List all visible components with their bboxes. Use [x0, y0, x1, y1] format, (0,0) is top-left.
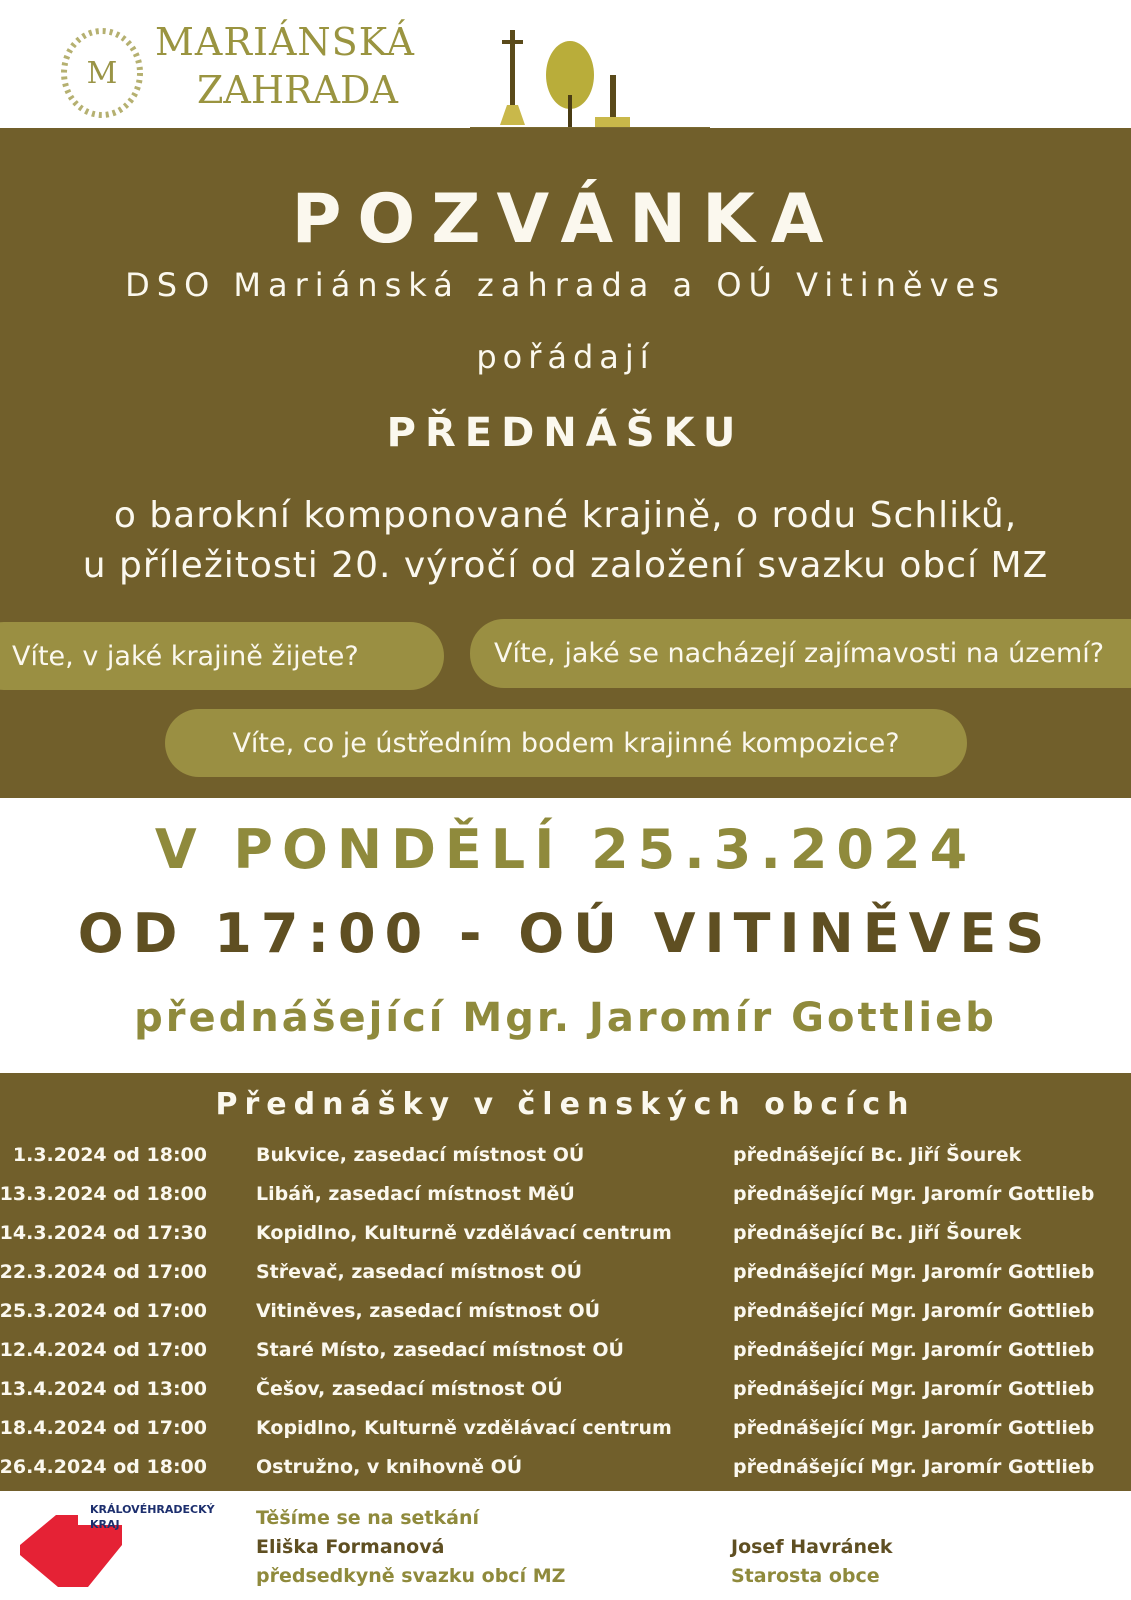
row-lecturer: přednášející Bc. Jiří Šourek [733, 1144, 1022, 1166]
row-place: Staré Místo, zasedací místnost OÚ [256, 1339, 624, 1361]
logo-title-line2: ZAHRADA [197, 68, 398, 112]
schedule-heading: Přednášky v členských obcích [215, 1087, 916, 1122]
signer2-name: Josef Havránek [731, 1536, 893, 1558]
region-logo-text-1: KRÁLOVÉHRADECKÝ [90, 1503, 215, 1516]
question-text: Víte, co je ústředním bodem krajinné kompozice? [232, 727, 900, 759]
region-logo-text-2: KRAJ [90, 1518, 120, 1531]
row-date: 13.4.2024 od 13:00 [0, 1378, 207, 1400]
question-text: Víte, v jaké krajině žijete? [12, 640, 359, 672]
schedule-row [0, 1300, 1131, 1339]
row-place: Ostružno, v knihovně OÚ [256, 1456, 523, 1478]
schedule-row [0, 1417, 1131, 1456]
topic-line-2: u příležitosti 20. výročí od založení svazku obcí MZ [82, 545, 1049, 586]
row-place: Vitiněves, zasedací místnost OÚ [256, 1300, 601, 1322]
row-lecturer: přednášející Mgr. Jaromír Gottlieb [733, 1378, 1095, 1400]
event-time-place: OD 17:00 - OÚ VITINĚVES [77, 902, 1054, 965]
invitation-title: POZVÁNKA [291, 180, 840, 259]
row-lecturer: přednášející Mgr. Jaromír Gottlieb [733, 1339, 1095, 1361]
event-lecturer: přednášející Mgr. Jaromír Gottlieb [134, 995, 997, 1041]
row-date: 12.4.2024 od 17:00 [0, 1339, 207, 1361]
schedule-row [0, 1378, 1131, 1417]
event-date: V PONDĚLÍ 25.3.2024 [154, 818, 977, 881]
row-place: Bukvice, zasedací místnost OÚ [256, 1144, 585, 1166]
row-date: 22.3.2024 od 17:00 [0, 1261, 207, 1283]
question-pill-attractions [470, 619, 1131, 688]
question-pill-composition [165, 709, 967, 777]
question-text: Víte, jaké se nacházejí zajímavosti na území? [494, 638, 1105, 669]
row-lecturer: přednášející Mgr. Jaromír Gottlieb [733, 1300, 1095, 1322]
organize-verb: pořádají [476, 338, 655, 376]
schedule-row [0, 1183, 1131, 1222]
schedule-row [0, 1144, 1131, 1183]
row-place: Kopidlno, Kulturně vzdělávací centrum [256, 1222, 672, 1244]
organizers-text: DSO Mariánská zahrada a OÚ Vitiněves [125, 266, 1006, 304]
event-type: PŘEDNÁŠKU [386, 410, 745, 456]
row-lecturer: přednášející Mgr. Jaromír Gottlieb [733, 1261, 1095, 1283]
schedule-row [0, 1456, 1131, 1495]
row-date: 1.3.2024 od 18:00 [12, 1144, 207, 1166]
row-place: Libáň, zasedací místnost MěÚ [256, 1183, 575, 1205]
row-lecturer: přednášející Bc. Jiří Šourek [733, 1222, 1022, 1244]
marianska-zahrada-logo [55, 20, 415, 125]
signer2-role: Starosta obce [731, 1565, 880, 1587]
row-lecturer: přednášející Mgr. Jaromír Gottlieb [733, 1417, 1095, 1439]
wreath-emblem-icon [55, 25, 150, 120]
schedule-row [0, 1222, 1131, 1261]
logo-title-line1: MARIÁNSKÁ [155, 20, 415, 64]
schedule-row [0, 1339, 1131, 1378]
svg-text:M: M [86, 56, 118, 91]
row-lecturer: přednášející Mgr. Jaromír Gottlieb [733, 1183, 1095, 1205]
greeting: Těšíme se na setkání [256, 1507, 479, 1529]
row-place: Češov, zasedací místnost OÚ [256, 1378, 563, 1400]
row-place: Střevač, zasedací místnost OÚ [256, 1261, 583, 1283]
row-place: Kopidlno, Kulturně vzdělávací centrum [256, 1417, 672, 1439]
row-lecturer: přednášející Mgr. Jaromír Gottlieb [733, 1456, 1095, 1478]
row-date: 14.3.2024 od 17:30 [0, 1222, 207, 1244]
row-date: 25.3.2024 od 17:00 [0, 1300, 207, 1322]
signer1-name: Eliška Formanová [256, 1536, 445, 1558]
question-pill-landscape [0, 622, 444, 690]
cross-tree-monument-illustration [470, 25, 710, 133]
row-date: 26.4.2024 od 18:00 [0, 1456, 207, 1478]
schedule-row [0, 1261, 1131, 1300]
row-date: 18.4.2024 od 17:00 [0, 1417, 207, 1439]
topic-line-1: o barokní komponované krajině, o rodu Schliků, [113, 495, 1018, 536]
signer1-role: předsedkyně svazku obcí MZ [256, 1565, 566, 1587]
row-date: 13.3.2024 od 18:00 [0, 1183, 207, 1205]
